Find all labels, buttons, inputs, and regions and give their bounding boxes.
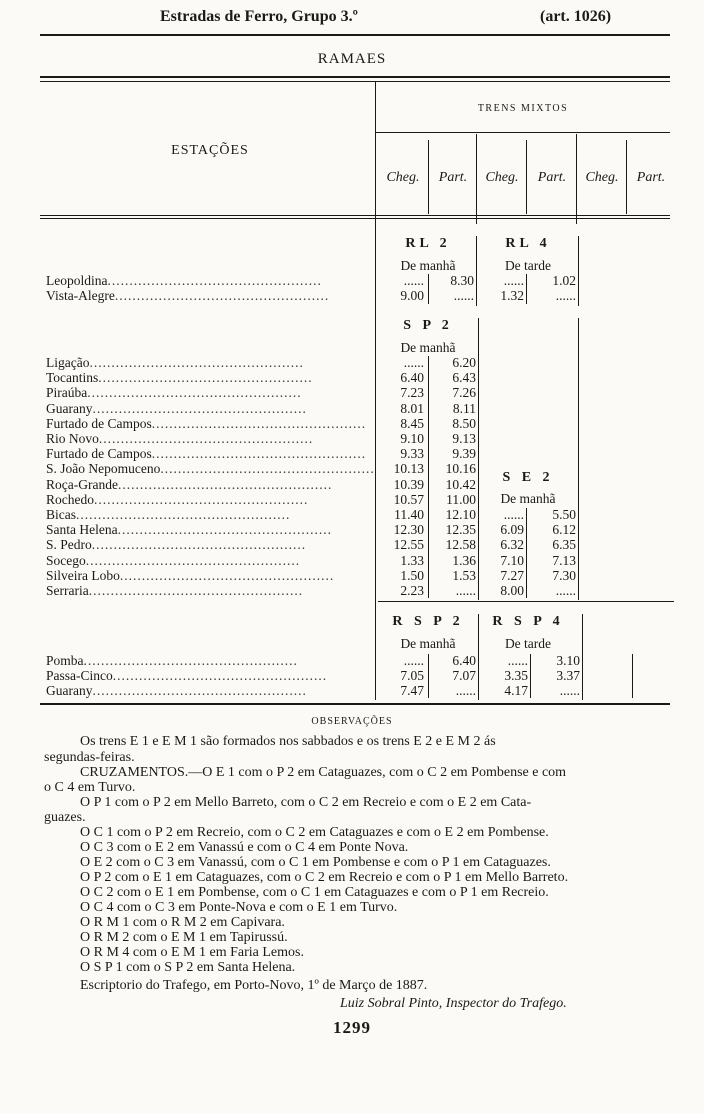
station-name: Piraúba xyxy=(46,386,88,401)
time-divider xyxy=(478,614,479,700)
station-row-label xyxy=(46,478,376,492)
station-row-label xyxy=(46,584,376,598)
station-row-label xyxy=(46,554,376,568)
obs-line: O C 3 com o E 2 em Vanassú e com o C 4 em Ponte Nova. xyxy=(80,840,409,855)
time-cell: 7.23 xyxy=(400,385,424,401)
table-top-rule-thin xyxy=(40,81,670,82)
col-label-cheg-1: Cheg. xyxy=(386,170,420,185)
stations-header: ESTAÇÕES xyxy=(171,143,249,158)
time-cell: 8.01 xyxy=(400,400,424,416)
col-divider-4 xyxy=(576,134,577,224)
leader-dots: ................................................. xyxy=(112,669,328,683)
train-code-rl2: RL 2 xyxy=(405,236,451,251)
col-label-cheg-3: Cheg. xyxy=(585,170,619,185)
train-period-rsp2: De manhã xyxy=(400,636,456,651)
time-divider xyxy=(632,654,633,698)
time-cell: 5.50 xyxy=(552,507,576,522)
obs-line: CRUZAMENTOS.—O E 1 com o P 2 em Cataguazes, com o C 2 em Pombense e com xyxy=(80,765,567,780)
time-cell: ...... xyxy=(403,653,424,668)
train-period-se2: De manhã xyxy=(500,491,556,506)
station-row-label xyxy=(46,274,376,288)
running-header-right: (art. 1026) xyxy=(540,8,612,25)
table-top-rule xyxy=(40,76,670,78)
train-code-rsp2: R S P 2 xyxy=(392,614,464,629)
time-cell: 7.27 xyxy=(500,567,524,583)
station-row-label xyxy=(46,684,376,698)
leader-dots: ................................................. xyxy=(98,432,314,446)
station-name: Bicas xyxy=(46,508,76,522)
time-cell: 9.13 xyxy=(452,431,476,446)
time-divider xyxy=(428,654,429,698)
col-group-title: TRENS MIXTOS xyxy=(477,103,569,114)
col-label-part-1: Part. xyxy=(438,170,468,185)
station-row-label xyxy=(46,669,376,683)
station-name: Guarany xyxy=(46,684,93,698)
col-divider-2 xyxy=(476,134,477,224)
obs-line: O C 4 com o C 3 em Ponte-Nova e com o E 1 em Turvo. xyxy=(80,900,398,915)
station-name: Guarany xyxy=(46,401,93,416)
station-name: Passa-Cinco xyxy=(46,669,113,683)
time-cell: 1.32 xyxy=(500,288,524,303)
time-cell: ...... xyxy=(403,355,424,370)
time-cell: 6.35 xyxy=(552,537,576,553)
time-cell: 6.40 xyxy=(452,653,476,668)
station-row-label xyxy=(46,538,376,552)
train-code-rl4: RL 4 xyxy=(505,236,551,251)
time-cell: 1.36 xyxy=(452,552,476,568)
header-rule xyxy=(40,34,670,36)
time-cell: 10.42 xyxy=(445,476,476,492)
time-cell: 4.17 xyxy=(504,683,528,698)
station-name: Leopoldina xyxy=(46,274,108,288)
leader-dots: ................................................. xyxy=(98,371,313,386)
time-cell: 6.32 xyxy=(500,537,524,553)
time-cell: 7.13 xyxy=(552,552,576,568)
col-label-part-3: Part. xyxy=(636,170,666,185)
block-rule xyxy=(378,601,674,602)
time-divider xyxy=(428,274,429,304)
time-cell: 7.10 xyxy=(500,552,524,568)
time-divider xyxy=(526,508,527,598)
time-divider xyxy=(428,356,429,598)
page-number: 1299 xyxy=(333,1018,371,1037)
time-cell: ...... xyxy=(503,273,524,288)
leader-dots: ................................................. xyxy=(94,492,309,507)
time-cell: 3.37 xyxy=(556,668,580,683)
station-row-label xyxy=(46,371,376,385)
time-cell: 12.30 xyxy=(393,522,424,538)
leader-dots: ................................................. xyxy=(114,289,330,303)
time-cell: 8.00 xyxy=(500,583,524,598)
leader-dots: ................................................. xyxy=(117,523,332,538)
leader-dots: ................................................. xyxy=(92,401,307,416)
obs-line: O R M 1 com o R M 2 em Capivara. xyxy=(80,915,285,930)
train-period-rl2: De manhã xyxy=(400,258,456,273)
time-divider xyxy=(476,236,477,306)
train-period-rl4: De tarde xyxy=(504,258,552,273)
time-cell: 1.33 xyxy=(400,552,424,568)
station-row-label xyxy=(46,508,376,522)
obs-line: O R M 2 com o E M 1 em Tapirussú. xyxy=(80,930,288,945)
header-bottom-rule-thin xyxy=(40,218,670,219)
leader-dots: ................................................. xyxy=(119,568,335,583)
station-name: Vista-Alegre xyxy=(46,289,115,303)
time-cell: 2.23 xyxy=(400,583,424,598)
leader-dots: ................................................. xyxy=(117,477,333,492)
station-name: Silveira Lobo xyxy=(46,568,120,583)
station-name: Rio Novo xyxy=(46,432,99,446)
col-divider-3 xyxy=(526,140,527,214)
time-cell: 12.58 xyxy=(445,537,476,553)
table-bottom-rule xyxy=(40,703,670,705)
leader-dots: ................................................. xyxy=(88,584,304,598)
time-divider xyxy=(578,318,579,600)
time-cell: 9.39 xyxy=(452,446,476,462)
train-period-rsp4: De tarde xyxy=(504,636,552,651)
train-code-rsp4: R S P 4 xyxy=(492,614,564,629)
col-divider-1 xyxy=(428,140,429,214)
station-row-label xyxy=(46,462,376,476)
time-cell: 3.35 xyxy=(504,668,528,683)
obs-signature: Luiz Sobral Pinto, Inspector do Trafego. xyxy=(340,996,567,1011)
station-row-label xyxy=(46,654,376,668)
time-cell: 10.13 xyxy=(393,461,424,477)
station-name: S. João Nepomuceno xyxy=(46,462,161,477)
leader-dots: ................................................. xyxy=(107,274,322,288)
time-divider xyxy=(526,274,527,304)
time-cell: ...... xyxy=(555,583,576,598)
obs-line: O P 2 com o E 1 em Cataguazes, com o C 2 em Recreio e com o P 1 em Mello Barreto. xyxy=(80,870,569,885)
time-cell: 12.55 xyxy=(393,537,424,553)
time-cell: ...... xyxy=(455,583,476,598)
station-row-label xyxy=(46,417,376,431)
station-name: Roça-Grande xyxy=(46,477,118,492)
station-name: Ligação xyxy=(46,356,90,370)
col-group-rule xyxy=(376,132,670,133)
time-cell: ...... xyxy=(455,683,476,698)
station-name: Furtado de Campos xyxy=(46,447,152,462)
train-code-se2: S E 2 xyxy=(502,470,554,485)
station-name: Serraria xyxy=(46,584,89,598)
time-cell: 9.33 xyxy=(400,446,424,462)
obs-line: O C 1 com o P 2 em Recreio, com o C 2 em Cataguazes e com o E 2 em Pombense. xyxy=(80,825,549,840)
leader-dots: ................................................. xyxy=(76,508,291,522)
station-row-label xyxy=(46,432,376,446)
station-name: Tocantins xyxy=(46,371,99,386)
time-cell: 7.30 xyxy=(552,567,576,583)
time-cell: ...... xyxy=(507,653,528,668)
time-cell: 12.35 xyxy=(445,522,476,538)
time-cell: 7.07 xyxy=(452,668,476,683)
obs-signoff: Escriptorio do Trafego, em Porto-Novo, 1º de Março de 1887. xyxy=(80,978,428,993)
time-cell: 6.43 xyxy=(452,370,476,386)
header-bottom-rule xyxy=(40,215,670,216)
time-cell: 6.09 xyxy=(500,522,524,538)
station-row-label xyxy=(46,289,376,303)
time-cell: 12.10 xyxy=(445,507,476,522)
time-cell: 7.47 xyxy=(400,683,424,698)
col-label-cheg-2: Cheg. xyxy=(485,170,519,185)
obs-line: Os trens E 1 e E M 1 são formados nos sabbados e os trens E 2 e E M 2 ás xyxy=(80,734,496,749)
station-row-label xyxy=(46,447,376,461)
time-cell: 8.50 xyxy=(452,415,476,431)
time-divider xyxy=(530,654,531,698)
time-cell: 6.20 xyxy=(452,355,476,370)
time-cell: ...... xyxy=(453,288,474,303)
station-name: Furtado de Campos xyxy=(46,416,152,431)
time-divider xyxy=(478,318,479,600)
running-header-left: Estradas de Ferro, Grupo 3.º xyxy=(160,8,358,25)
leader-dots: ................................................. xyxy=(91,538,307,553)
time-cell: 6.40 xyxy=(400,370,424,386)
time-cell: ...... xyxy=(555,288,576,303)
time-cell: ...... xyxy=(403,273,424,288)
time-cell: 3.10 xyxy=(556,653,580,668)
leader-dots: ................................................. xyxy=(85,553,301,568)
col-divider-5 xyxy=(626,140,627,214)
time-cell: 10.39 xyxy=(393,476,424,492)
time-cell: 8.45 xyxy=(400,415,424,431)
station-row-label xyxy=(46,356,376,370)
leader-dots: ................................................. xyxy=(89,356,304,370)
time-cell: 9.00 xyxy=(400,288,424,303)
obs-line: o C 4 em Turvo. xyxy=(44,780,136,795)
station-name: Santa Helena xyxy=(46,523,118,538)
time-cell: 1.50 xyxy=(400,567,424,583)
obs-line: O P 1 com o P 2 em Mello Barreto, com o C 2 em Recreio e com o E 2 em Cata- xyxy=(80,795,532,810)
time-divider xyxy=(582,614,583,700)
time-cell: 11.00 xyxy=(446,491,476,507)
time-cell: 9.10 xyxy=(400,431,424,446)
station-name: Rochedo xyxy=(46,492,94,507)
time-cell: 11.40 xyxy=(394,507,424,522)
time-cell: 1.53 xyxy=(452,567,476,583)
station-row-label xyxy=(46,493,376,507)
time-cell: 10.16 xyxy=(445,461,476,477)
obs-line: O S P 1 com o S P 2 em Santa Helena. xyxy=(80,960,296,975)
station-name: Socego xyxy=(46,553,86,568)
leader-dots: ................................................. xyxy=(92,684,307,698)
obs-line: O R M 4 com o E M 1 em Faria Lemos. xyxy=(80,945,304,960)
time-cell: 1.02 xyxy=(552,273,576,288)
time-cell: 10.57 xyxy=(393,491,424,507)
leader-dots: ................................................. xyxy=(87,386,302,401)
time-cell: 6.12 xyxy=(552,522,576,538)
station-name: S. Pedro xyxy=(46,538,92,553)
station-row-label xyxy=(46,523,376,537)
station-row-label xyxy=(46,569,376,583)
obs-line: O E 2 com o C 3 em Vanassú, com o C 1 em Pombense e com o P 1 em Cataguazes. xyxy=(80,855,551,870)
time-cell: 7.26 xyxy=(452,385,476,401)
section-title: RAMAES xyxy=(317,51,387,67)
time-cell: ...... xyxy=(503,507,524,522)
time-cell: ...... xyxy=(559,683,580,698)
time-divider xyxy=(578,236,579,306)
obs-line: guazes. xyxy=(44,810,86,825)
leader-dots: ................................................. xyxy=(160,462,375,477)
leader-dots: ................................................. xyxy=(151,416,367,431)
col-label-part-2: Part. xyxy=(537,170,567,185)
time-cell: 7.05 xyxy=(400,668,424,683)
time-cell: 8.30 xyxy=(450,273,474,288)
station-row-label xyxy=(46,386,376,400)
station-name: Pomba xyxy=(46,654,84,668)
time-cell: 8.11 xyxy=(452,400,476,416)
train-code-sp2: S P 2 xyxy=(403,318,453,333)
leader-dots: ................................................. xyxy=(83,654,298,668)
observacoes-title: OBSERVAÇÕES xyxy=(311,716,393,727)
leader-dots: ................................................. xyxy=(151,447,367,462)
obs-line: segundas-feiras. xyxy=(44,750,135,765)
station-row-label xyxy=(46,402,376,416)
train-period-sp2: De manhã xyxy=(400,340,456,355)
obs-line: O C 2 com o E 1 em Pombense, com o C 1 em Cataguazes e com o P 1 em Recreio. xyxy=(80,885,549,900)
